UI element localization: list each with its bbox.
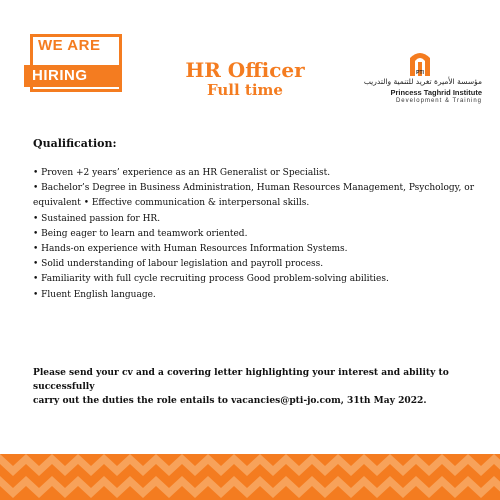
logo-tagline: Development & Training — [395, 98, 482, 104]
hiring-badge — [30, 34, 122, 92]
badge-band — [24, 65, 120, 87]
badge-line-we-are: WE ARE — [38, 37, 101, 54]
application-instructions — [33, 366, 483, 408]
logo-english-name: Princess Taghrid Institute — [390, 88, 482, 97]
qualification-item: • Solid understanding of labour legislation and payroll process. — [33, 259, 324, 270]
job-type: Full time — [207, 81, 283, 99]
qualification-item: • Familiarity with full cycle recruiting process Good problem-solving abilities. — [33, 274, 389, 285]
qualification-item: • Hands-on experience with Human Resources Information Systems. — [33, 244, 348, 255]
logo-mark-text: PTI — [416, 70, 424, 76]
qualification-item: • Proven +2 years’ experience as an HR Generalist or Specialist. — [33, 168, 331, 178]
qualification-item: • Being eager to learn and teamwork oriented. — [33, 228, 248, 239]
logo-arabic-name: مؤسسة الأميرة تغريد للتنمية والتدريب — [363, 77, 482, 86]
qualification-item: equivalent • Effective communication & interpersonal skills. — [33, 198, 310, 209]
instructions-line-2: carry out the duties the role entails to vacancies@pti-jo.com, 31th May 2022. — [33, 395, 427, 406]
pti-logo-icon — [408, 50, 432, 76]
instructions-line-1: Please send your cv and a covering letter highlighting your interest and ability to successfully — [33, 367, 449, 392]
qualification-item: • Bachelor’s Degree in Business Administration, Human Resources Management, Psychology, or — [33, 183, 474, 194]
qualification-item: • Sustained passion for HR. — [33, 213, 161, 224]
qualification-list — [33, 166, 483, 303]
qualification-item: • Fluent English language. — [33, 289, 156, 300]
organization-logo — [362, 50, 482, 110]
job-title: HR Officer — [185, 58, 305, 82]
qualification-heading: Qualification: — [33, 137, 117, 150]
footer-pattern — [0, 454, 500, 500]
badge-line-hiring: HIRING — [32, 67, 88, 84]
